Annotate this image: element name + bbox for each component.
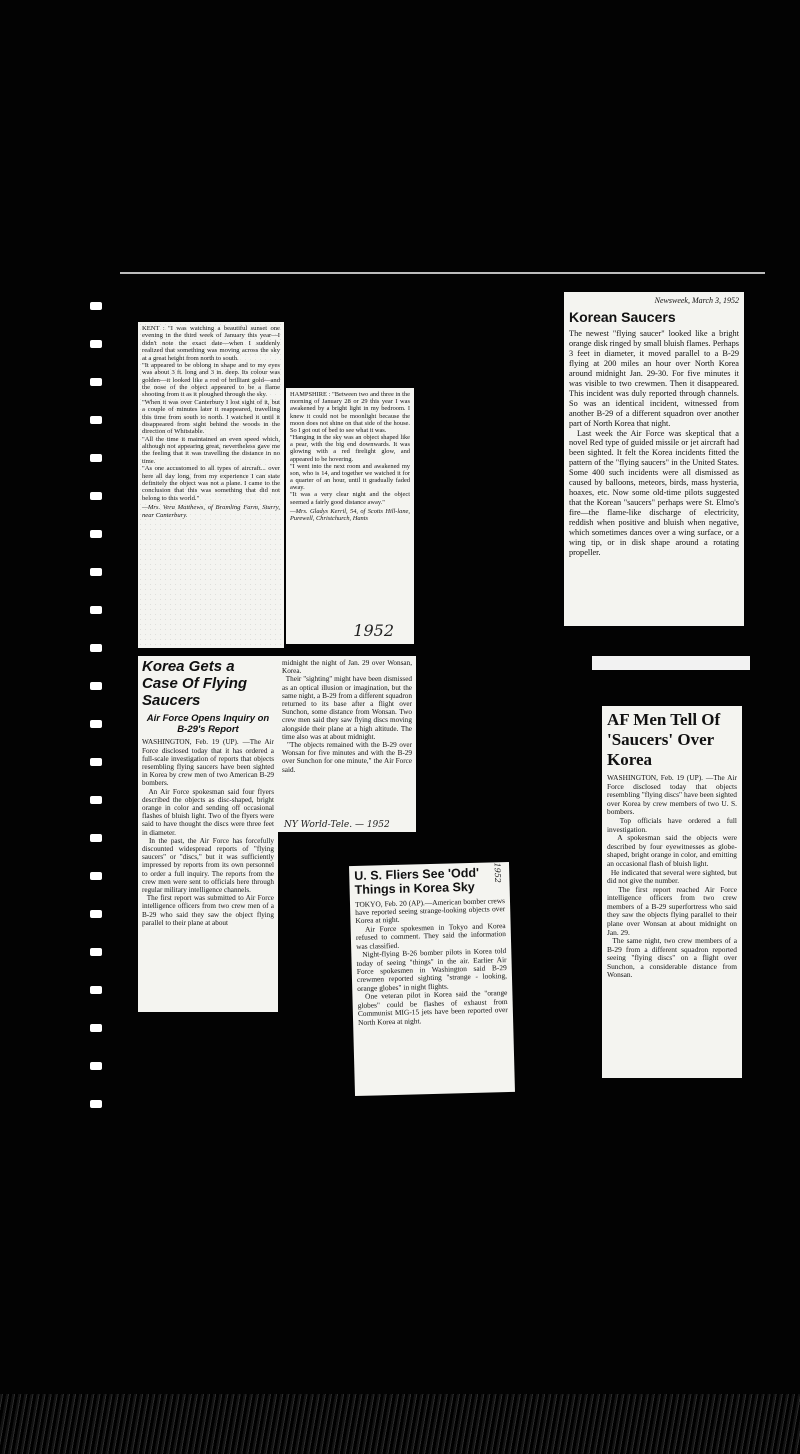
clipping-dateline: Newsweek, March 3, 1952 — [654, 296, 739, 305]
binder-hole — [90, 606, 102, 614]
paper-strip — [592, 656, 750, 670]
clipping-subhead: Air Force Opens Inquiry on B-29's Report — [146, 713, 270, 736]
clipping-body: WASHINGTON, Feb. 19 (UP). —The Air Force disclosed today that it has ordered a full-scale investigation of reports that objects resembling flying saucers have been sighted in Korea by crew men of two American B-29 bombers. An Air Force spokesman said four flyers described the objects as disc-shaped, bright orange in color and sending off occasional flashes of bluish light. Two of the flyers were said to have thought the discs were three feet in diameter. In the past, the Air Force has forcefully discounted widespread reports of "flying saucers" or "discs," but it was sufficiently impressed by reports from its own personnel to order a full inquiry. The reports from the crew men were sent to officials here through regular military intelligence channels. The first report was submitted to Air Force intelligence officers from two crew men of a B-29 who said they saw the object flying parallel to their plane at about — [142, 738, 275, 927]
clipping-headline: AF Men Tell Of 'Saucers' Over Korea — [607, 710, 721, 770]
handwritten-note: NY World-Tele. — 1952 — [284, 820, 390, 830]
clipping-uk-letter — [138, 322, 284, 648]
binder-hole — [90, 682, 102, 690]
binder-hole — [90, 872, 102, 880]
clipping-headline: Korea Gets a Case Of Flying Saucers — [142, 658, 248, 709]
clipping-body: The newest "flying saucer" looked like a bright orange disk ringed by small bluish flames. Perhaps 3 feet in diameter, it moved parallel to a B-29 flying at 200 miles an hour over North Korea around midnight Jan. 29-30. For five minutes it was visible to two crewmen. Then it disappeared. This incident was duly reported through channels. So was an identical incident, witnessed from another B-29 of a different squadron over another part of North Korea that night. Last week the Air Force was skeptical that a novel Red type of guided missile or jet aircraft had been sighted. It felt the Korea incidents fitted the pattern of the "flying saucers" in the United States. Some 400 such incidents were all dismissed as caused by balloons, meteors, birds, mass hysteria, hoaxes, etc. Now some old-time pilots suggested that the Korean "saucers" perhaps were St. Elmo's fire—the flame-like discharge of electricity, reddish when positive and bluish when negative, which sometimes dances over a wing surface, or a wing tip, or in disk shape around a rotating propeller. — [569, 329, 739, 557]
binder-hole — [90, 986, 102, 994]
binder-hole — [90, 454, 102, 462]
binder-hole — [90, 834, 102, 842]
binder-hole — [90, 758, 102, 766]
binder-hole — [90, 340, 102, 348]
binder-hole — [90, 302, 102, 310]
clipping-signature: —Mrs. Gladys Kerril, 54, of Scotts Hill-lane, Purewell, Christchurch, Hants — [290, 507, 412, 523]
binder-hole — [90, 796, 102, 804]
clipping-body: KENT : "I was watching a beautiful sunset one evening in the third week of January this year—I didn't note the exact date—when I suddenly realized that something was moving across the sky at a great height from north to south. "It appeared to be oblong in shape and to my eyes was about 3 ft. long and 3 in. deep. Its colour was golden—it looked like a rod of brilliant gold—and the nose of the object appeared to be a flame shooting from it as it ploughed through the sky. "When it was over Canterbury I lost sight of it, but a couple of minutes later it reappeared, travelling this time from south to north. I watched it until it disappeared from sight behind the woods in the direction of Whitstable. "All the time it maintained an even speed which, although not appearing great, nevertheless gave me the feeling that it was travelling the distance in no time. "As one accustomed to all types of aircraft... over here all day long, from my experience I can state definitely the object was not a plane. I came to the conclusion that this was something that did not belong to this world." — [142, 325, 280, 502]
binder-hole — [90, 378, 102, 386]
clipping-signature: —Mrs. Vera Matthews, of Bramling Farm, Sturry, near Canterbury. — [142, 504, 282, 519]
clipping-hampshire — [286, 388, 414, 644]
clipping-newsweek — [564, 292, 744, 626]
binder-hole — [90, 644, 102, 652]
clipping-headline: Korean Saucers — [569, 309, 676, 325]
binder-hole — [90, 416, 102, 424]
binder-hole — [90, 720, 102, 728]
binder-hole — [90, 492, 102, 500]
clipping-headline: U. S. Fliers See 'Odd' Things in Korea Sky — [354, 865, 480, 897]
clipping-body: WASHINGTON, Feb. 19 (UP). —The Air Force disclosed today that objects resembling "flying discs" have been sighted over Korea by crew members of two U. S. bombers. Top officials have ordered a full investigation. A spokesman said the objects were described by four eyewitnesses as globe-shaped, bright orange in color, and emitting an occasional flash of bluish light. He indicated that several were sighted, but did not give the number. The first report reached Air Force intelligence officers from two crew members of a B-29 superfortress who said they saw the objects flying parallel to their plane over Wonsan at about midnight on Jan. 29. The same night, two crew members of a B-29 from a different squadron reported seeing "flying discs" on a flight over Sunchon, a considerable distance from Wonsan. — [607, 773, 737, 980]
clipping-korea-case-continued — [278, 656, 416, 832]
binder-hole — [90, 1062, 102, 1070]
clipping-korea-case — [138, 656, 278, 1012]
binder-hole — [90, 948, 102, 956]
binder-hole — [90, 1024, 102, 1032]
handwritten-year: 1952 — [353, 621, 394, 640]
clipping-body: TOKYO, Feb. 20 (AP).—American bomber crews have reported seeing strange-looking objects over Korea at night. Air Force spokesmen in Tokyo and Korea refused to comment. They said the information was classified. Night-flying B-26 bomber pilots in Korea told today of seeing "things" in the air. Earlier Air Force spokesmen in Washington said B-29 crewmen reported sighting "strange - looking, orange globes" in night flights. One veteran pilot in Korea said the "orange globes" could be flashes of exhaust from Communist MIG-15 jets have been reported over North Korea at night. — [354, 895, 510, 1027]
page-edge — [120, 272, 765, 274]
clipping-af-men — [602, 706, 742, 1078]
binder-hole — [90, 530, 102, 538]
clipping-us-fliers — [349, 862, 515, 1096]
clipping-body: midnight the night of Jan. 29 over Wonsan, Korea. Their "sighting" might have been dismissed as an optical illusion or imagination, but the same night, a B-29 from a different squadron returned to its base after a flight over Sunchon, some distance from Wonsan. Two crew men said they saw flying discs moving alongside their plane at a high altitude. The time also was at about midnight. "The objects remained with the B-29 over Wonsan for five minutes and with the B-29 over Sunchon for one minute," the Air Force said. — [282, 659, 413, 774]
background-foliage — [0, 1394, 800, 1454]
handwritten-year: 1952 — [492, 862, 502, 884]
clipping-body: HAMPSHIRE : "Between two and three in the morning of January 28 or 29 this year I was awakened by a bright light in my bedroom. I knew it could not be moonlight because the moon does not shine on that side of the house. So I got out of bed to see what it was. "Hanging in the sky was an object shaped like a pear, with the big end downwards. It was glowing with a red firelight glow, and appeared to be hovering. "I went into the next room and awakened my son, who is 14, and together we watched it for a quarter of an hour, until it gradually faded away. "It was a very clear night and the object seemed a fairly good distance away." — [290, 391, 410, 506]
binder-hole — [90, 910, 102, 918]
binder-hole — [90, 568, 102, 576]
binder-hole — [90, 1100, 102, 1108]
